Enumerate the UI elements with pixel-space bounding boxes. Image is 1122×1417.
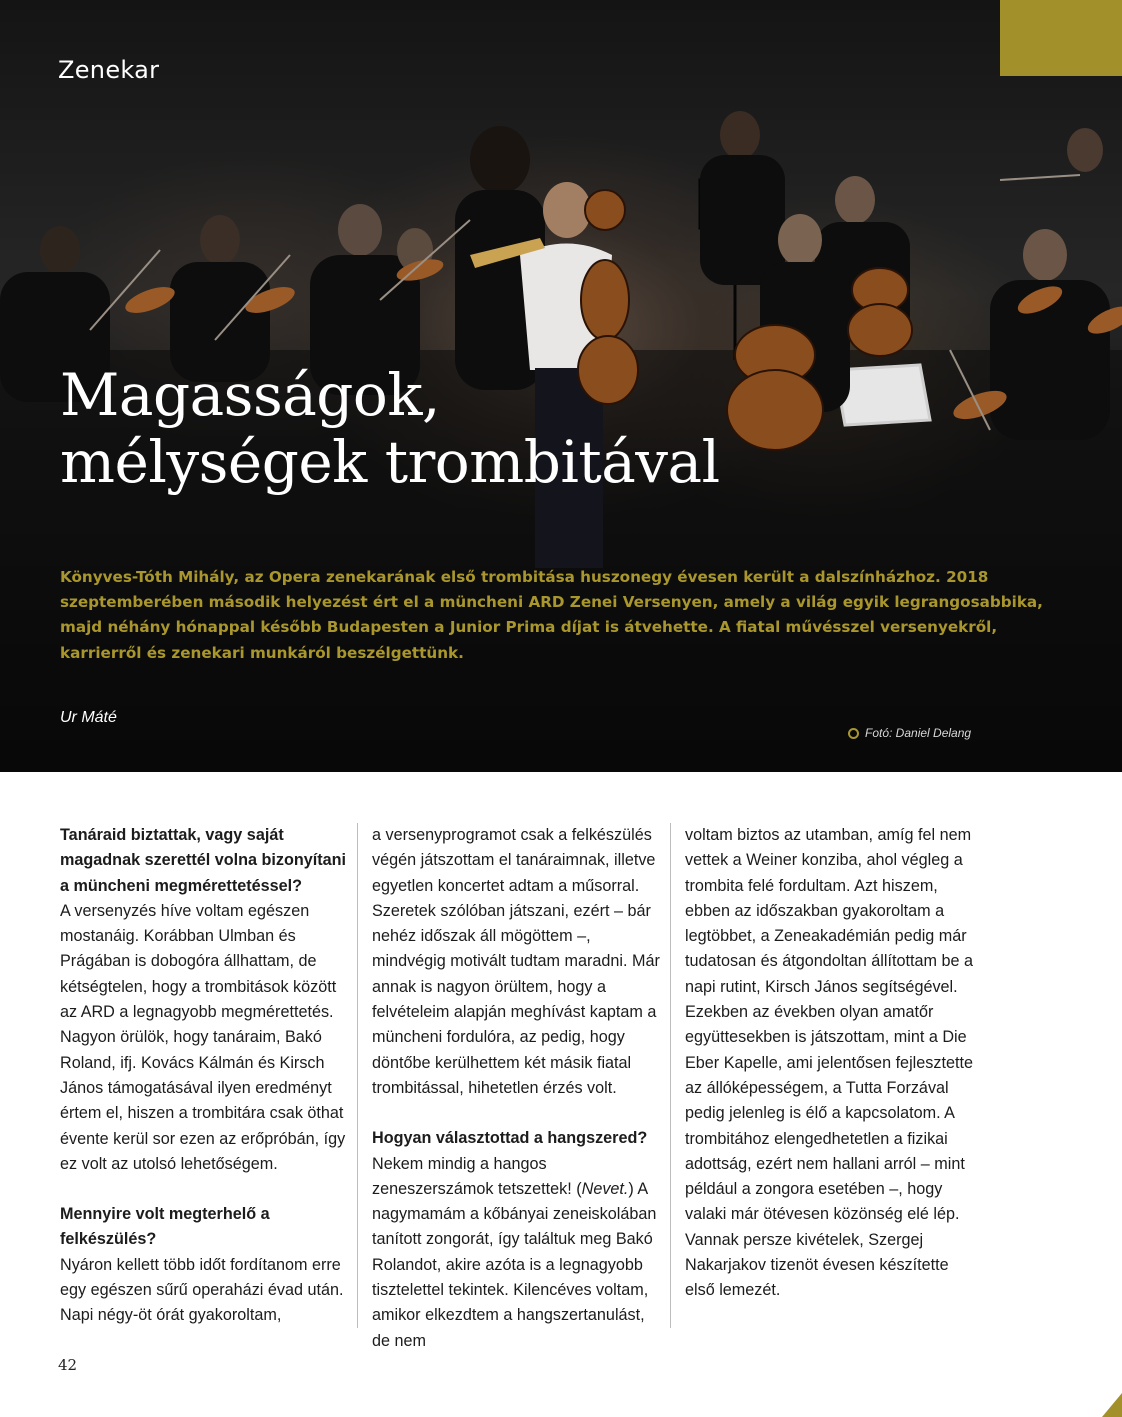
answer-paragraph: Nyáron kellett több időt fordítanom erre egy egészen sűrű operaházi évad után. Napi négy-öt órát gyakoroltam, [60,1255,344,1325]
headline [60,362,720,496]
answer-paragraph: a versenyprogramot csak a felkészülés végén játszottam el tanáraimnak, illetve egyetlen koncertet adtam a műsorral. Szeretek szólóban játszani, ezért – bár nehéz időszak áll mögöttem –, mindvégig motivált tudtam maradni. Már annak is nagyon örültem, hogy a felvételeim alapján meghívást kaptam a müncheni fordulóra, az pedig, hogy döntőbe kerülhettem két másik fiatal trombitással, hihetetlen érzés volt. [372,826,660,1097]
answer-emphasis: Nevet. [581,1179,629,1198]
answer-text: ) A nagymamám a kőbányai zeneiskolában tanított zongorát, így találtuk meg Bakó Rolandot, akire azóta is a legnagyobb tisztelettel tekintek. Kilencéves voltam, amikor elkezdtem a hangszertanulást, de nem [372,1179,657,1350]
corner-triangle-decoration [1102,1393,1122,1417]
column-divider [357,823,358,1328]
answer-paragraph [372,1152,662,1354]
page-number: 42 [58,1356,78,1374]
headline-line-1: Magasságok, [60,361,440,429]
headline-line-2: mélységek trombitával [60,428,720,496]
author-byline: Ur Máté [60,709,117,726]
gold-corner-block [1000,0,1122,76]
article-column-3 [685,823,975,1329]
question-heading: Tanáraid biztattak, vagy saját magadnak szerettél volna bizonyítani a müncheni megmérettetéssel? [60,826,347,895]
question-heading: Hogyan választottad a hangszered? [372,1129,648,1148]
answer-text: Nekem mindig a hangos zeneszerszámok tetszettek! ( [372,1154,582,1198]
article-column-2 [372,823,662,1379]
lead-paragraph: Könyves-Tóth Mihály, az Opera zenekarának első trombitása huszonegy évesen került a dalszínházhoz. 2018 szeptemberében második helyezést ért el a müncheni ARD Zenei Versenyen, amely a világ egyik legrangosabbika, majd néhány hónappal később Budapesten a Junior Prima díjat is átvehette. A fiatal művésszel versenyekről, karrierről és zenekari munkáról beszélgettünk. [60,568,1043,662]
column-divider [670,823,671,1328]
photo-credit-text: Fotó: Daniel Delang [865,726,972,740]
answer-paragraph: A versenyzés híve voltam egészen mostanáig. Korábban Ulmban és Prágában is dobogóra állhattam, de kétségtelen, hogy a trombitások között az ARD a legnagyobb megmérettetés. Nagyon örülök, hogy tanáraim, Bakó Roland, ifj. Kovács Kálmán és Kirsch János támogatásával ilyen eredményt értem el, hiszen a trombitára csak öthat évente kerül sor ezen az erőpróbán, így ez volt az utolsó lehetőségem. [60,901,346,1173]
circle-bullet-icon [848,728,859,739]
photo-credit [848,726,971,740]
section-label: Zenekar [58,56,160,84]
question-heading: Mennyire volt megterhelő a felkészülés? [60,1205,270,1249]
article-column-1 [60,823,350,1354]
answer-paragraph: voltam biztos az utamban, amíg fel nem vettek a Weiner konziba, ahol végleg a trombita felé fordultam. Azt hiszem, ebben az időszakban gyakoroltam a legtöbbet, a Zeneakadémián pedig már tudatosan és átgondoltan állítottam be a napi rutint, Kirsch János segítségével. Ezekben az években olyan amatőr együttesekben is játszottam, mint a Die Eber Kapelle, ami jelentősen fejlesztette az állóképességem, a Tutta Forzával pedig jelenleg is élő a kapcsolatom. A trombitához elengedhetetlen a fizikai adottság, ezért nem hallani arról – mint például a zongora esetében –, hogy valaki már ötévesen közönség elé lép. Vannak persze kivételek, Szergej Nakarjakov tizenöt évesen készítette első lemezét. [685,826,973,1300]
